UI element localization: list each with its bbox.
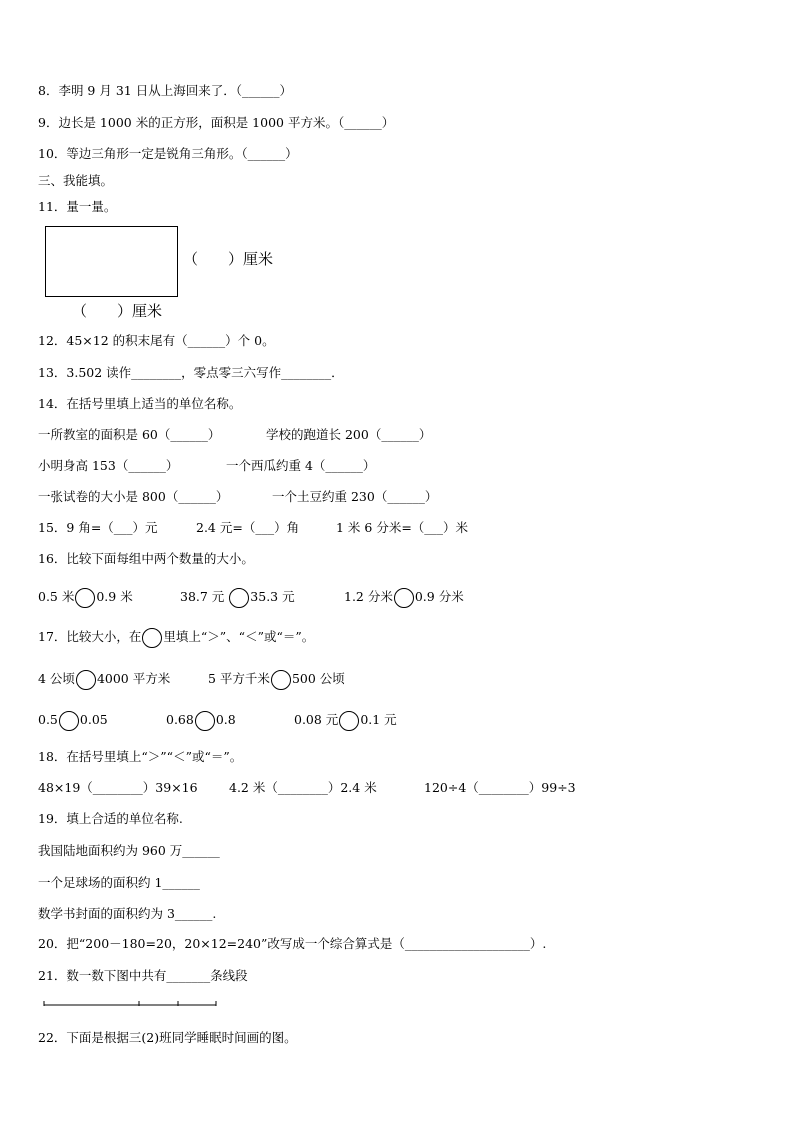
q17-4-left: 0.68 — [166, 712, 194, 727]
q14-item-b2: 一个西瓜约重 4（______） — [226, 458, 376, 473]
question-13: 13．3.502 读作________，零点零三六写作________． — [38, 365, 344, 380]
compare-circle[interactable] — [59, 711, 79, 731]
compare-circle[interactable] — [339, 711, 359, 731]
line-segment-figure — [40, 996, 220, 1010]
q18-item-b: 4.2 米（________）2.4 米 — [229, 780, 377, 795]
q16-2-right: 35.3 元 — [250, 589, 295, 604]
q15-item-b: 2.4 元=（___）角 — [196, 520, 300, 535]
q17-compare-3 — [38, 709, 108, 731]
question-8: 8．李明 9 月 31 日从上海回来了．（______） — [38, 83, 292, 98]
q15-item-c: 1 米 6 分米=（___）米 — [336, 520, 469, 535]
q14-item-c2: 一个土豆约重 230（______） — [272, 489, 438, 504]
q14-item-c1: 一张试卷的大小是 800（______） — [38, 489, 229, 504]
rect-width-label: （ ）厘米 — [72, 302, 163, 320]
q16-compare-2 — [180, 586, 295, 608]
q14-item-a2: 学校的跑道长 200（______） — [266, 427, 432, 442]
q17-compare-5 — [294, 709, 397, 731]
question-18: 18．在括号里填上“＞”“＜”或“＝”。 — [38, 749, 243, 764]
question-16: 16．比较下面每组中两个数量的大小。 — [38, 551, 254, 566]
q17-3-left: 0.5 — [38, 712, 58, 727]
q17-2-right: 500 公顷 — [291, 671, 345, 686]
compare-circle[interactable] — [271, 670, 291, 690]
compare-circle[interactable] — [229, 588, 249, 608]
q16-3-right: 0.9 分米 — [414, 589, 464, 604]
compare-circle[interactable] — [195, 711, 215, 731]
rect-height-label: （ ）厘米 — [183, 250, 274, 268]
q14-item-a1: 一所教室的面积是 60（______） — [38, 427, 221, 442]
question-11: 11．量一量。 — [38, 199, 117, 214]
circle-symbol — [142, 628, 162, 648]
question-10: 10．等边三角形一定是锐角三角形。（______） — [38, 146, 298, 161]
q17-suffix: 里填上“＞”、“＜”或“＝”。 — [163, 629, 315, 644]
q17-compare-1 — [38, 668, 170, 690]
question-19: 19．填上合适的单位名称. — [38, 811, 183, 826]
q17-5-left: 0.08 元 — [294, 712, 339, 727]
question-17 — [38, 626, 314, 648]
question-12: 12．45×12 的积末尾有（______）个 0。 — [38, 333, 275, 348]
q16-1-right: 0.9 米 — [96, 589, 133, 604]
question-14: 14．在括号里填上适当的单位名称。 — [38, 396, 242, 411]
q17-compare-2 — [208, 668, 345, 690]
q16-compare-3 — [344, 586, 464, 608]
q17-1-right: 4000 平方米 — [96, 671, 171, 686]
q16-compare-1 — [38, 586, 133, 608]
q19-item-b: 一个足球场的面积约 1______ — [38, 875, 200, 890]
compare-circle[interactable] — [76, 670, 96, 690]
question-22: 22．下面是根据三(2)班同学睡眠时间画的图。 — [38, 1030, 297, 1045]
measure-rectangle — [45, 226, 178, 297]
q17-prefix: 17．比较大小，在 — [38, 629, 142, 644]
q19-item-a: 我国陆地面积约为 960 万______ — [38, 843, 220, 858]
q17-2-left: 5 平方千米 — [208, 671, 270, 686]
q18-item-a: 48×19（________）39×16 — [38, 780, 198, 795]
section-3-heading: 三、我能填。 — [38, 173, 114, 188]
question-9: 9．边长是 1000 米的正方形，面积是 1000 平方米。（______） — [38, 115, 395, 130]
q18-item-c: 120÷4（________）99÷3 — [424, 780, 576, 795]
q16-3-left: 1.2 分米 — [344, 589, 393, 604]
q17-3-right: 0.05 — [79, 712, 108, 727]
question-20: 20．把“200－180=20，20×12=240”改写成一个综合算式是（____________________）. — [38, 936, 547, 951]
q17-4-right: 0.8 — [215, 712, 236, 727]
q19-item-c: 数学书封面的面积约为 3______. — [38, 906, 217, 921]
q17-compare-4 — [166, 709, 236, 731]
q16-1-left: 0.5 米 — [38, 589, 75, 604]
question-21: 21．数一数下图中共有_______条线段 — [38, 968, 248, 983]
q17-5-right: 0.1 元 — [360, 712, 397, 727]
q14-item-b1: 小明身高 153（______） — [38, 458, 179, 473]
q16-2-left: 38.7 元 — [180, 589, 225, 604]
compare-circle[interactable] — [394, 588, 414, 608]
q17-1-left: 4 公顷 — [38, 671, 75, 686]
q15-item-a: 15．9 角=（___）元 — [38, 520, 158, 535]
compare-circle[interactable] — [75, 588, 95, 608]
